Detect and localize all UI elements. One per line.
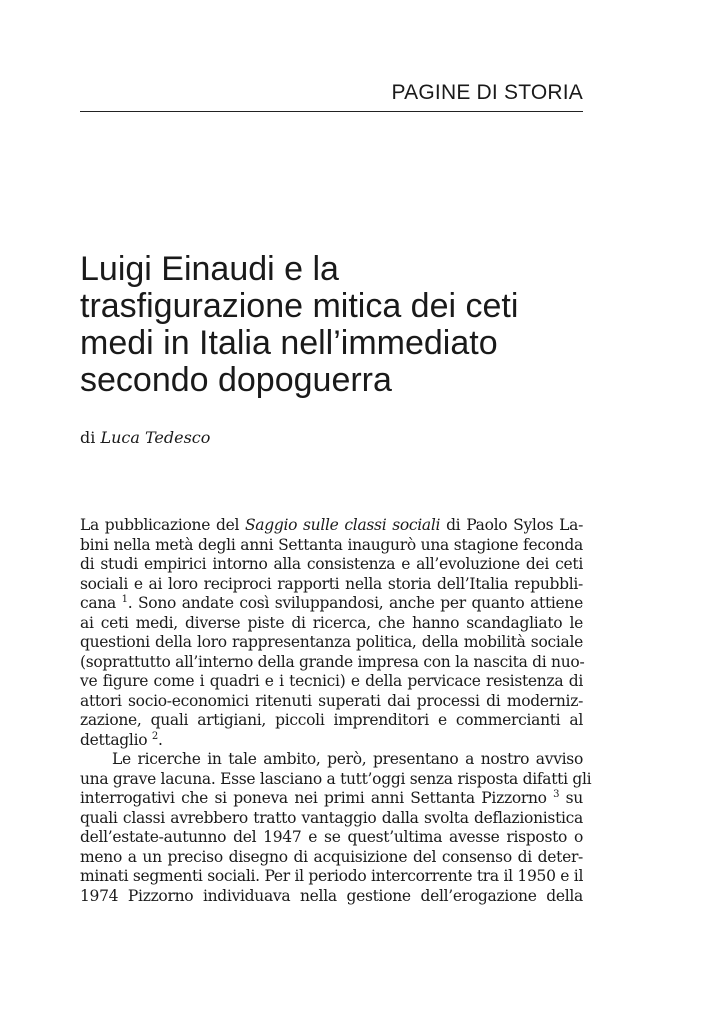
book-title: Saggio sulle classi sociali xyxy=(244,516,441,534)
text-line: ai ceti medi, diverse piste di ricerca, che hanno scandagliato le xyxy=(80,613,583,632)
text-line: una grave lacuna. Esse lasciano a tutt’oggi senza risposta difatti gli xyxy=(80,769,592,788)
author-name: Luca Tedesco xyxy=(100,428,211,447)
paragraph xyxy=(80,516,583,750)
text-line: minati segmenti sociali. Per il periodo intercorrente tra il 1950 e il xyxy=(80,867,584,885)
text-line: questioni della loro rappresentanza politica, della mobilità sociale xyxy=(80,633,583,651)
text-line: interrogativi che si poneva nei primi anni Settanta Pizzorno $^3$ su xyxy=(80,789,583,807)
text-line: ve figure come i quadri e i tecnici) e della pervicace resistenza di xyxy=(80,672,583,690)
article-title xyxy=(80,251,600,399)
title-line: medi in Italia nell’immediato xyxy=(80,324,498,362)
byline-prefix: di xyxy=(80,428,96,447)
title-line: Luigi Einaudi e la xyxy=(80,250,339,288)
text-line: bini nella metà degli anni Settanta inaugurò una stagione feconda xyxy=(80,535,583,554)
text-line: attori socio-economici ritenuti superati dai processi di moderniz- xyxy=(80,691,583,710)
text-line: zazione, quali artigiani, piccoli imprenditori e commercianti al xyxy=(80,711,583,729)
text-line: di studi empirici intorno alla consistenza e all’evoluzione dei ceti xyxy=(80,555,583,573)
footnote-ref[interactable]: 2 xyxy=(151,730,158,742)
text-line: Le ricerche in tale ambito, però, presentano a nostro avviso xyxy=(112,750,583,768)
title-line: trasfigurazione mitica dei ceti xyxy=(80,287,519,325)
running-header: PAGINE DI STORIA xyxy=(391,81,583,104)
text-line: sociali e ai loro reciproci rapporti nella storia dell’Italia repubbli- xyxy=(80,574,583,593)
text-line: quali classi avrebbero tratto vantaggio dalla svolta deflazionistica xyxy=(80,808,583,827)
text-line: La pubblicazione del Saggio sulle classi sociali di Paolo Sylos La- xyxy=(80,516,584,534)
footnote-ref[interactable]: 3 xyxy=(553,789,560,800)
title-line: secondo dopoguerra xyxy=(80,361,392,399)
text-line: cana $^1$. Sono andate così sviluppandosi, anche per quanto attiene xyxy=(80,594,583,612)
text-line: 1974 Pizzorno individuava nella gestione dell’erogazione della xyxy=(80,886,583,905)
header-rule xyxy=(80,111,583,112)
text-line: dettaglio $^2$. xyxy=(80,730,163,749)
text-line: meno a un preciso disegno di acquisizione del consenso di deter- xyxy=(80,847,583,866)
byline xyxy=(80,428,210,448)
paragraph xyxy=(80,750,592,906)
article-body xyxy=(80,516,592,906)
text-line: (soprattutto all’interno della grande impresa con la nascita di nuo- xyxy=(80,652,585,671)
footnote-ref[interactable]: 1 xyxy=(121,594,128,605)
text-line: dell’estate-autunno del 1947 e se quest’ultima avesse risposto o xyxy=(80,828,583,846)
